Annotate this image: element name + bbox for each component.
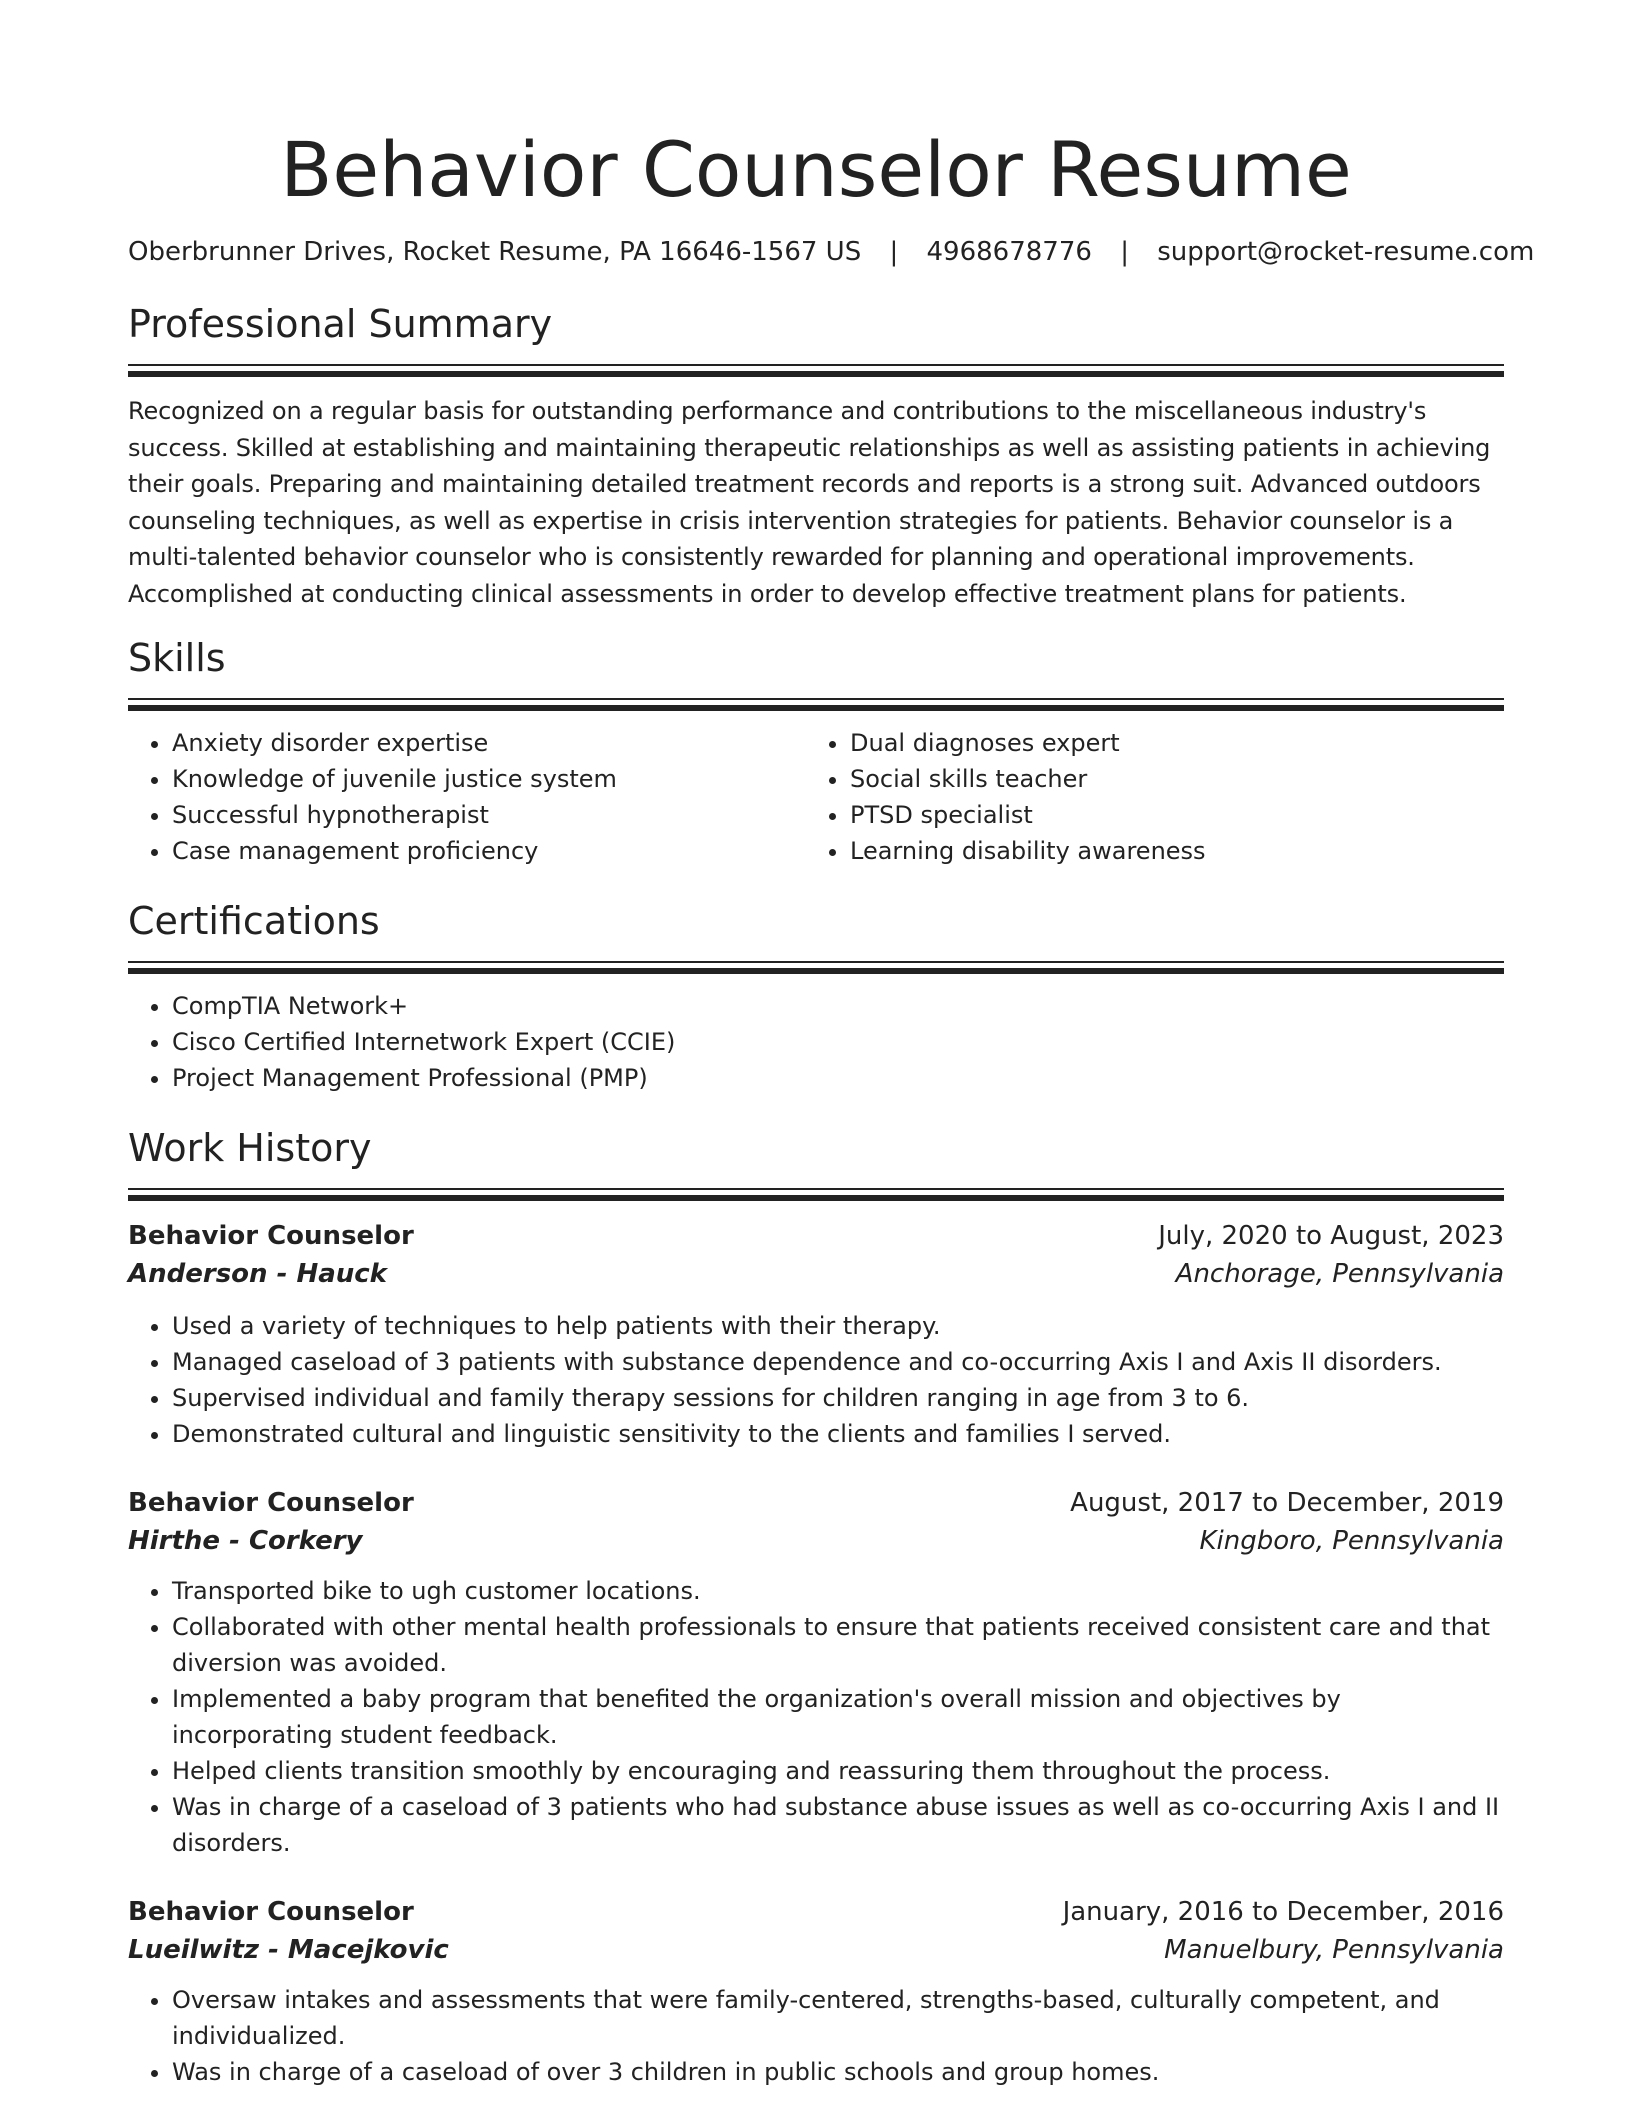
skill-item: • Anxiety disorder expertise xyxy=(172,725,806,761)
skill-item: • Successful hypnotherapist xyxy=(172,797,806,833)
section-divider xyxy=(128,364,1504,379)
job-bullet: • Helped clients transition smoothly by encouraging and reassuring them throughout the process. xyxy=(172,1753,1504,1789)
skill-item: • PTSD specialist xyxy=(850,797,1484,833)
job-dates: January, 2016 to December, 2016 xyxy=(1062,1897,1504,1927)
summary-text: Recognized on a regular basis for outstanding performance and contributions to the miscellaneous industry's success. Skilled at establishing and maintaining therapeutic relationships as well as assisting patients in achieving their goals. Preparing and maintaining detailed treatment records and reports is a strong suit. Advanced outdoors counseling techniques, as well as expertise in crisis intervention strategies for patients. Behavior counselor is a multi-talented behavior counselor who is consistently rewarded for planning and operational improvements. Accomplished at conducting clinical assessments in order to develop effective treatment plans for patients. xyxy=(128,397,1491,608)
job-bullet: • Collaborated with other mental health professionals to ensure that patients received consistent care and that diversion was avoided. xyxy=(172,1609,1504,1681)
skills-section xyxy=(128,632,1504,869)
skill-item: • Dual diagnoses expert xyxy=(850,725,1484,761)
job-company: Anderson - Hauck xyxy=(128,1259,387,1289)
job-company: Lueilwitz - Macejkovic xyxy=(128,1935,449,1965)
job-location: Anchorage, Pennsylvania xyxy=(1175,1259,1504,1289)
job-title: Behavior Counselor xyxy=(128,1221,414,1251)
skill-item: • Case management proficiency xyxy=(172,833,806,869)
job-location: Manuelbury, Pennsylvania xyxy=(1164,1935,1504,1965)
job-bullet: • Managed caseload of 3 patients with substance dependence and co-occurring Axis I and Axis II disorders. xyxy=(172,1344,1504,1380)
section-divider xyxy=(128,961,1504,976)
contact-address: Oberbrunner Drives, Rocket Resume, PA 16646-1567 US xyxy=(128,237,862,267)
job-company: Hirthe - Corkery xyxy=(128,1526,363,1556)
certification-item: • CompTIA Network+ xyxy=(172,988,1504,1024)
skills-grid xyxy=(128,725,1504,869)
job-bullets xyxy=(128,1982,1504,2090)
summary-section xyxy=(128,298,1504,612)
job-header-row xyxy=(128,1217,1504,1255)
job-bullet: • Supervised individual and family therapy sessions for children ranging in age from 3 to 6. xyxy=(172,1380,1504,1416)
job-location: Kingboro, Pennsylvania xyxy=(1199,1526,1504,1556)
job-title: Behavior Counselor xyxy=(128,1897,414,1927)
job-dates: July, 2020 to August, 2023 xyxy=(1158,1221,1504,1251)
resume-page xyxy=(128,0,1535,2090)
certification-item: • Cisco Certified Internetwork Expert (CCIE) xyxy=(172,1024,1504,1060)
certification-item: • Project Management Professional (PMP) xyxy=(172,1060,1504,1096)
summary-heading: Professional Summary xyxy=(128,302,553,346)
job-bullet: • Demonstrated cultural and linguistic sensitivity to the clients and families I served. xyxy=(172,1416,1504,1452)
job-bullet: • Used a variety of techniques to help patients with their therapy. xyxy=(172,1308,1504,1344)
resume-title: Behavior Counselor Resume xyxy=(280,125,1352,214)
job-bullets xyxy=(128,1573,1504,1861)
contact-separator: | xyxy=(1120,237,1129,267)
job-company-row xyxy=(128,1522,1504,1560)
job-header-row xyxy=(128,1893,1504,1931)
certifications-heading: Certifications xyxy=(128,899,380,943)
skill-item: • Social skills teacher xyxy=(850,761,1484,797)
job-company-row xyxy=(128,1931,1504,1969)
job-bullet: • Was in charge of a caseload of 3 patients who had substance abuse issues as well as co-occurring Axis I and II disorders. xyxy=(172,1789,1504,1861)
job-bullet: • Was in charge of a caseload of over 3 children in public schools and group homes. xyxy=(172,2054,1504,2090)
section-divider xyxy=(128,698,1504,713)
job-header-row xyxy=(128,1484,1504,1522)
contact-phone: 4968678776 xyxy=(926,237,1092,267)
skill-item: • Knowledge of juvenile justice system xyxy=(172,761,806,797)
job-entry xyxy=(128,1484,1504,1861)
certifications-section xyxy=(128,895,1504,1096)
work-history-section xyxy=(128,1122,1504,2090)
job-bullet: • Transported bike to ugh customer locations. xyxy=(172,1573,1504,1609)
contact-email: support@rocket-resume.com xyxy=(1157,237,1535,267)
work-history-heading: Work History xyxy=(128,1126,372,1170)
skills-heading: Skills xyxy=(128,636,226,680)
job-title: Behavior Counselor xyxy=(128,1488,414,1518)
job-entry xyxy=(128,1893,1504,2090)
contact-line xyxy=(128,234,1535,270)
skills-list-left xyxy=(128,725,806,869)
job-bullet: • Implemented a baby program that benefited the organization's overall mission and objectives by incorporating student feedback. xyxy=(172,1681,1504,1753)
section-divider xyxy=(128,1188,1504,1203)
skill-item: • Learning disability awareness xyxy=(850,833,1484,869)
job-dates: August, 2017 to December, 2019 xyxy=(1070,1488,1504,1518)
job-bullet: • Oversaw intakes and assessments that were family-centered, strengths-based, culturally competent, and individualized. xyxy=(172,1982,1504,2054)
certifications-list xyxy=(128,988,1504,1096)
contact-separator: | xyxy=(889,237,899,267)
job-entry xyxy=(128,1217,1504,1452)
job-bullets xyxy=(128,1308,1504,1452)
skills-list-right xyxy=(806,725,1484,869)
job-company-row xyxy=(128,1255,1504,1293)
